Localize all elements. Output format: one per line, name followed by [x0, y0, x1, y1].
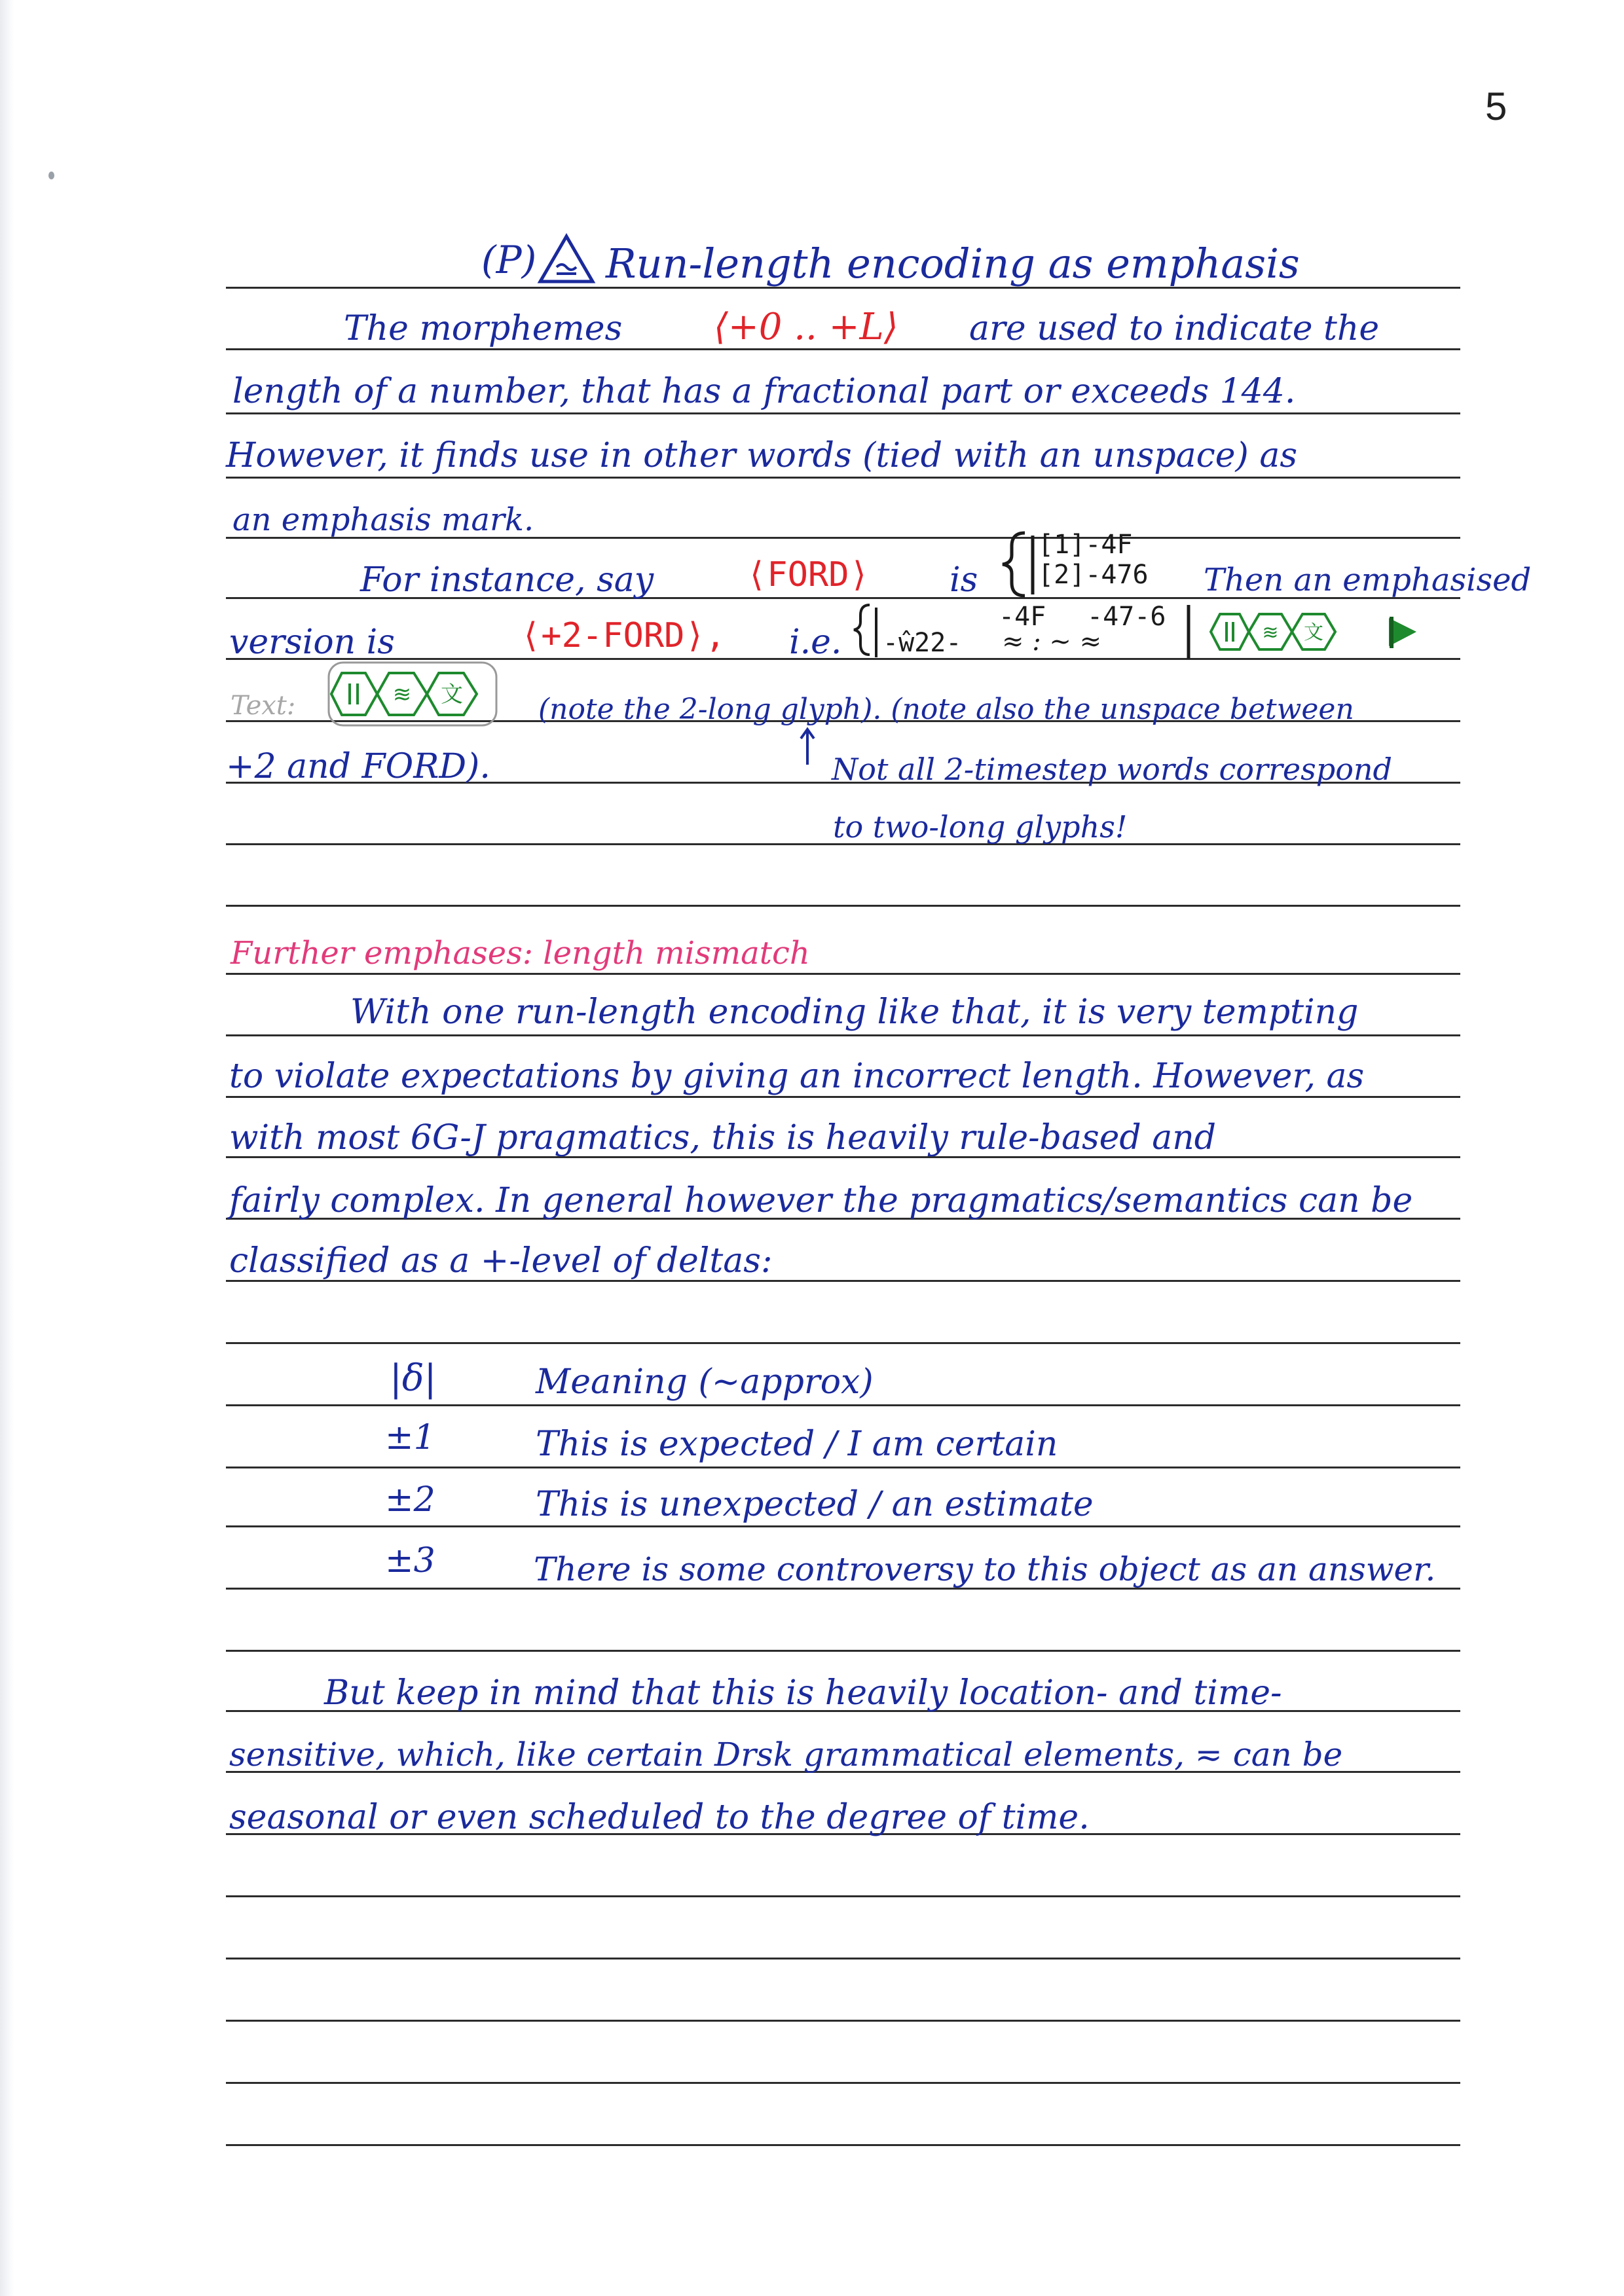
mini-glyph-a: -ŵ22- [883, 628, 962, 658]
para1-line4: an emphasis mark. [232, 501, 534, 538]
mini-glyph-tildes: ≈ : ~ ≈ [1002, 627, 1102, 657]
svg-text:文: 文 [1304, 621, 1323, 644]
example-ie: i.e. [789, 623, 842, 662]
example-line4: +2 and FORD). [226, 747, 490, 786]
note-line1: Not all 2-timestep words correspond [832, 752, 1392, 787]
text-label: Text: [231, 691, 296, 721]
svg-text:≋: ≋ [392, 682, 412, 708]
page-title: Run-length encoding as emphasis [606, 240, 1300, 287]
set-brace-icon [999, 529, 1038, 601]
hex-glyph-icon [1208, 609, 1352, 655]
para1-line1a: The morphemes [344, 309, 623, 348]
svg-text:文: 文 [441, 682, 463, 708]
section-heading: Further emphases: length mismatch [231, 935, 810, 972]
example-line2a: version is [229, 623, 395, 662]
table-row-delta: ±2 [385, 1480, 435, 1520]
ford-morpheme: ⟨FORD⟩ [747, 555, 870, 594]
note-arrow-icon [798, 727, 817, 766]
play-flag-icon [1385, 614, 1421, 650]
table-row-meaning: There is some controversy to this object as an answer. [534, 1550, 1436, 1588]
para1-line3: However, it finds use in other words (tied with an unspace) as [226, 436, 1298, 475]
morpheme-range: ⟨+0 .. +L⟩ [714, 306, 898, 348]
text-hex-glyph-icon [327, 661, 498, 727]
section2-line4: fairly complex. In general however the pragmatics/semantics can be [229, 1181, 1413, 1220]
section2-line5: classified as a +-level of deltas: [229, 1241, 773, 1281]
section2-line3: with most 6G-J pragmatics, this is heavily rule-based and [229, 1118, 1217, 1157]
note-line2: to two-long glyphs! [833, 809, 1128, 845]
mini-glyph-b: -4F [999, 602, 1046, 632]
bracket-bottom: [2]-476 [1038, 560, 1149, 590]
closing-line3: seasonal or even scheduled to the degree of time. [229, 1798, 1090, 1837]
svg-text:≋: ≋ [1262, 621, 1279, 644]
example-line1a: For instance, say [360, 560, 654, 600]
closing-line1: But keep in mind that this is heavily location- and time- [324, 1673, 1282, 1713]
bracket-top: [1]-4F [1038, 530, 1133, 560]
table-header-meaning: Meaning (~approx) [536, 1362, 874, 1402]
table-row-meaning: This is unexpected / an estimate [536, 1485, 1094, 1524]
table-header-delta: |δ| [390, 1357, 437, 1400]
closing-line2: sensitive, which, like certain Drsk grammatical elements, ≂ can be [229, 1736, 1343, 1774]
example-is: is [950, 560, 978, 600]
example-line3: (note the 2-long glyph). (note also the unspace between [538, 693, 1354, 726]
table-row-delta: ±1 [385, 1418, 435, 1457]
para1-line2: length of a number, that has a fractional part or exceeds 144. [232, 372, 1296, 411]
scan-edge [0, 0, 14, 2296]
scan-speck [48, 172, 54, 179]
table-row-delta: ±3 [385, 1541, 435, 1580]
mini-glyph-c: -47-6 [1087, 602, 1166, 632]
title-mark: (P) [481, 238, 537, 282]
example-line1d: Then an emphasised [1204, 562, 1532, 598]
table-row-meaning: This is expected / I am certain [536, 1425, 1058, 1464]
section2-line2: to violate expectations by giving an incorrect length. However, as [229, 1057, 1365, 1096]
section2-line1: With one run-length encoding like that, it is very tempting [350, 993, 1359, 1032]
page-number: 5 [1485, 84, 1507, 128]
set-brace-small-icon [850, 602, 879, 661]
emphasised-ford: ⟨+2-FORD⟩, [521, 616, 726, 655]
title-triangle-icon [537, 233, 596, 285]
para1-line1c: are used to indicate the [969, 309, 1380, 348]
end-bar-icon [1182, 602, 1195, 661]
